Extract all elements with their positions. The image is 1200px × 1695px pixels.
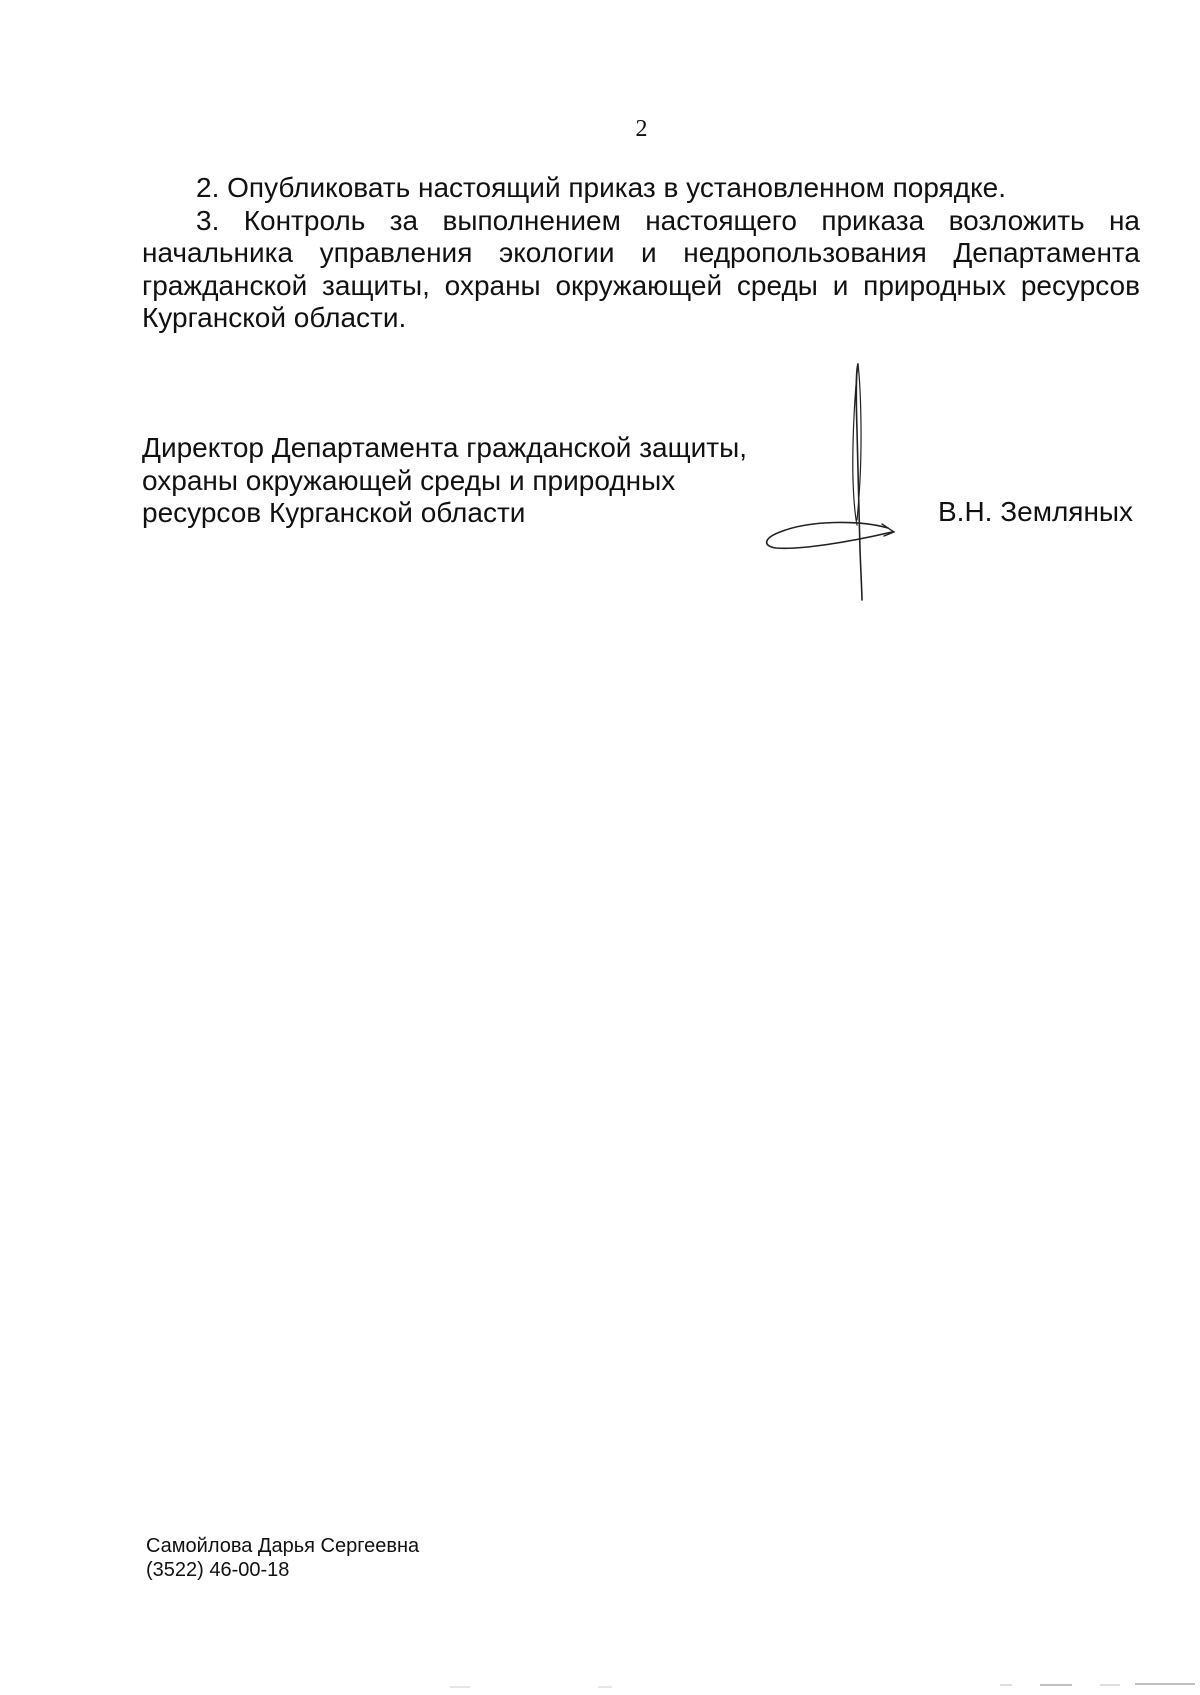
executor-info xyxy=(146,1534,419,1582)
signatory-position xyxy=(142,432,747,530)
page-number: 2 xyxy=(635,116,648,142)
position-line-1: Директор Департамента гражданской защиты, xyxy=(142,432,748,463)
paragraph-control: 3. Контроль за выполнением настоящего приказа возложить на начальника управления экологии и недропользования Департамента гражданской защиты, охраны окружающей среды и природных ресурсов Курганской области. xyxy=(142,204,1140,333)
executor-phone: (3522) 46-00-18 xyxy=(146,1559,290,1581)
order-body xyxy=(142,172,1140,335)
handwritten-signature xyxy=(760,360,920,610)
paragraph-publish: 2. Опубликовать настоящий приказ в установленном порядке. xyxy=(196,172,1007,203)
position-line-3: ресурсов Курганской области xyxy=(142,497,526,528)
signer-name: В.Н. Земляных xyxy=(938,496,1134,527)
scan-edge-marks xyxy=(0,1675,1200,1695)
position-line-2: охраны окружающей среды и природных xyxy=(142,464,676,496)
executor-name: Самойлова Дарья Сергеевна xyxy=(146,1535,420,1557)
